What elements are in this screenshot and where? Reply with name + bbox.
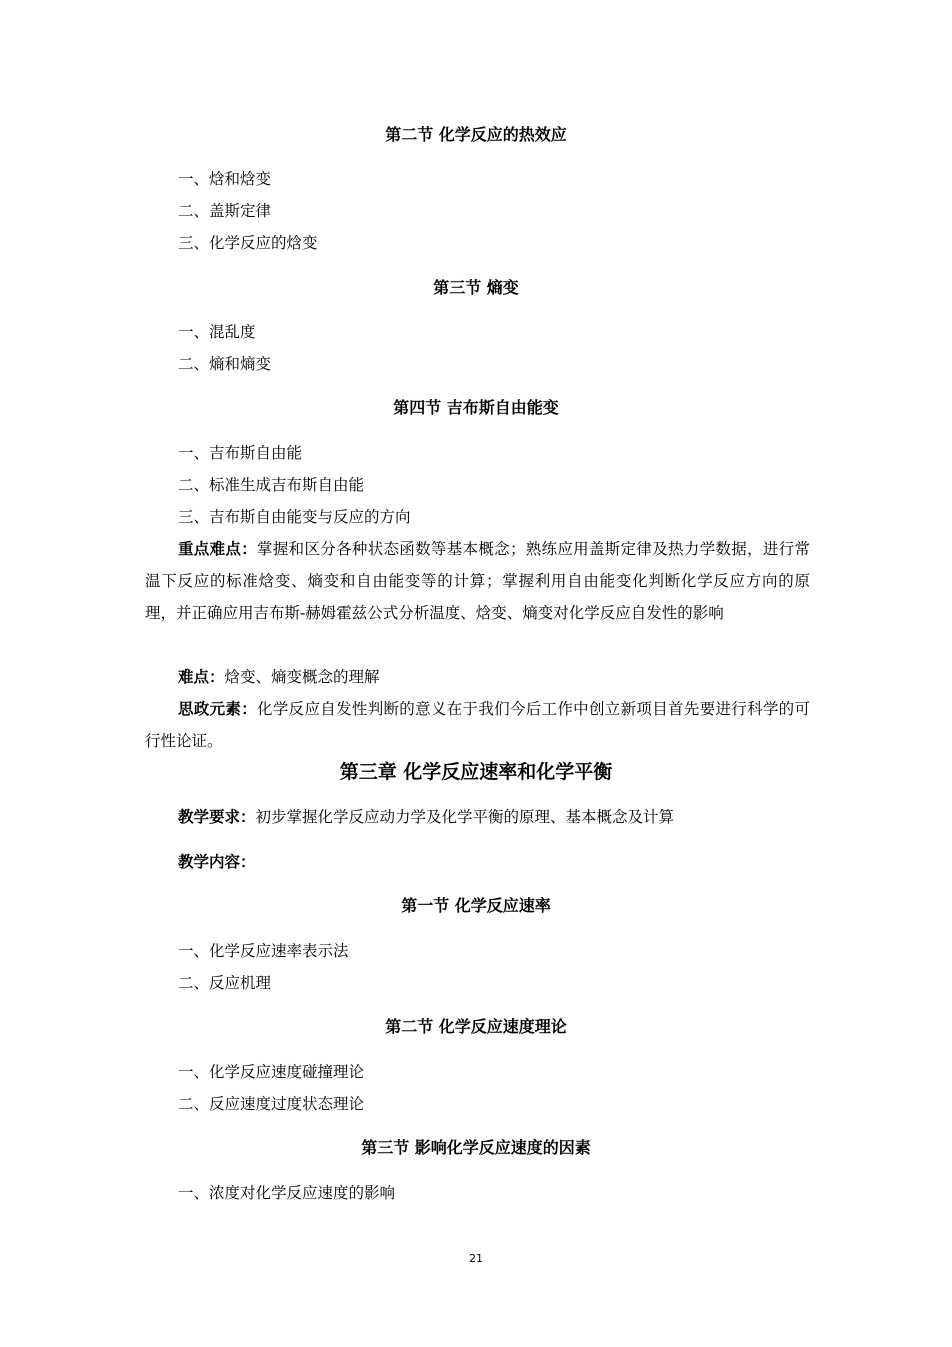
list-item: 三、化学反应的焓变 — [178, 234, 318, 252]
key-points-label: 重点难点： — [178, 540, 258, 558]
difficulty-text: 焓变、熵变概念的理解 — [224, 668, 380, 686]
teaching-content-line — [178, 851, 256, 873]
section-heading-rate-theory: 第二节 化学反应速度理论 — [385, 1017, 567, 1036]
teaching-requirement-label: 教学要求： — [178, 808, 256, 826]
list-item: 二、盖斯定律 — [178, 202, 272, 220]
list-item: 二、反应机理 — [178, 974, 272, 992]
list-item: 二、熵和熵变 — [178, 355, 272, 373]
ideology-label: 思政元素： — [178, 700, 258, 718]
section-heading-reaction-rate: 第一节 化学反应速率 — [401, 896, 551, 915]
list-item: 一、焓和焓变 — [178, 170, 272, 188]
section-heading-rate-factors: 第三节 影响化学反应速度的因素 — [361, 1138, 591, 1157]
ideology-text: 化学反应自发性判断的意义在于我们今后工作中创立新项目首先要进行科学的可行性论证。 — [145, 700, 810, 750]
section-heading-thermal-effect: 第二节 化学反应的热效应 — [385, 125, 567, 144]
list-item: 一、浓度对化学反应速度的影响 — [178, 1184, 396, 1202]
section-heading-entropy: 第三节 熵变 — [433, 278, 519, 297]
list-item: 二、标准生成吉布斯自由能 — [178, 476, 365, 494]
difficulty-label: 难点： — [178, 668, 225, 686]
key-points-text: 掌握和区分各种状态函数等基本概念；熟练应用盖斯定律及热力学数据，进行常温下反应的标准焓变、熵变和自由能变等的计算；掌握利用自由能变化判断化学反应方向的原理，并正确应用吉布斯-赫姆霍兹公式分析温度、焓变、熵变对化学反应自发性的影响 — [145, 540, 810, 622]
key-points-paragraph — [145, 533, 810, 629]
teaching-requirement-text: 初步掌握化学反应动力学及化学平衡的原理、基本概念及计算 — [255, 808, 675, 826]
chapter-title: 第三章 化学反应速率和化学平衡 — [339, 761, 613, 783]
teaching-requirement-line — [178, 806, 674, 828]
ideology-paragraph — [145, 693, 810, 757]
list-item: 一、吉布斯自由能 — [178, 444, 303, 462]
list-item: 一、化学反应速度碰撞理论 — [178, 1063, 365, 1081]
section-heading-gibbs: 第四节 吉布斯自由能变 — [393, 398, 559, 417]
teaching-content-label: 教学内容： — [178, 853, 256, 871]
list-item: 二、反应速度过度状态理论 — [178, 1095, 365, 1113]
list-item: 一、混乱度 — [178, 323, 256, 341]
list-item: 三、吉布斯自由能变与反应的方向 — [178, 508, 411, 526]
difficulty-line — [178, 666, 380, 688]
list-item: 一、化学反应速率表示法 — [178, 942, 349, 960]
page-number: 21 — [469, 1252, 483, 1265]
